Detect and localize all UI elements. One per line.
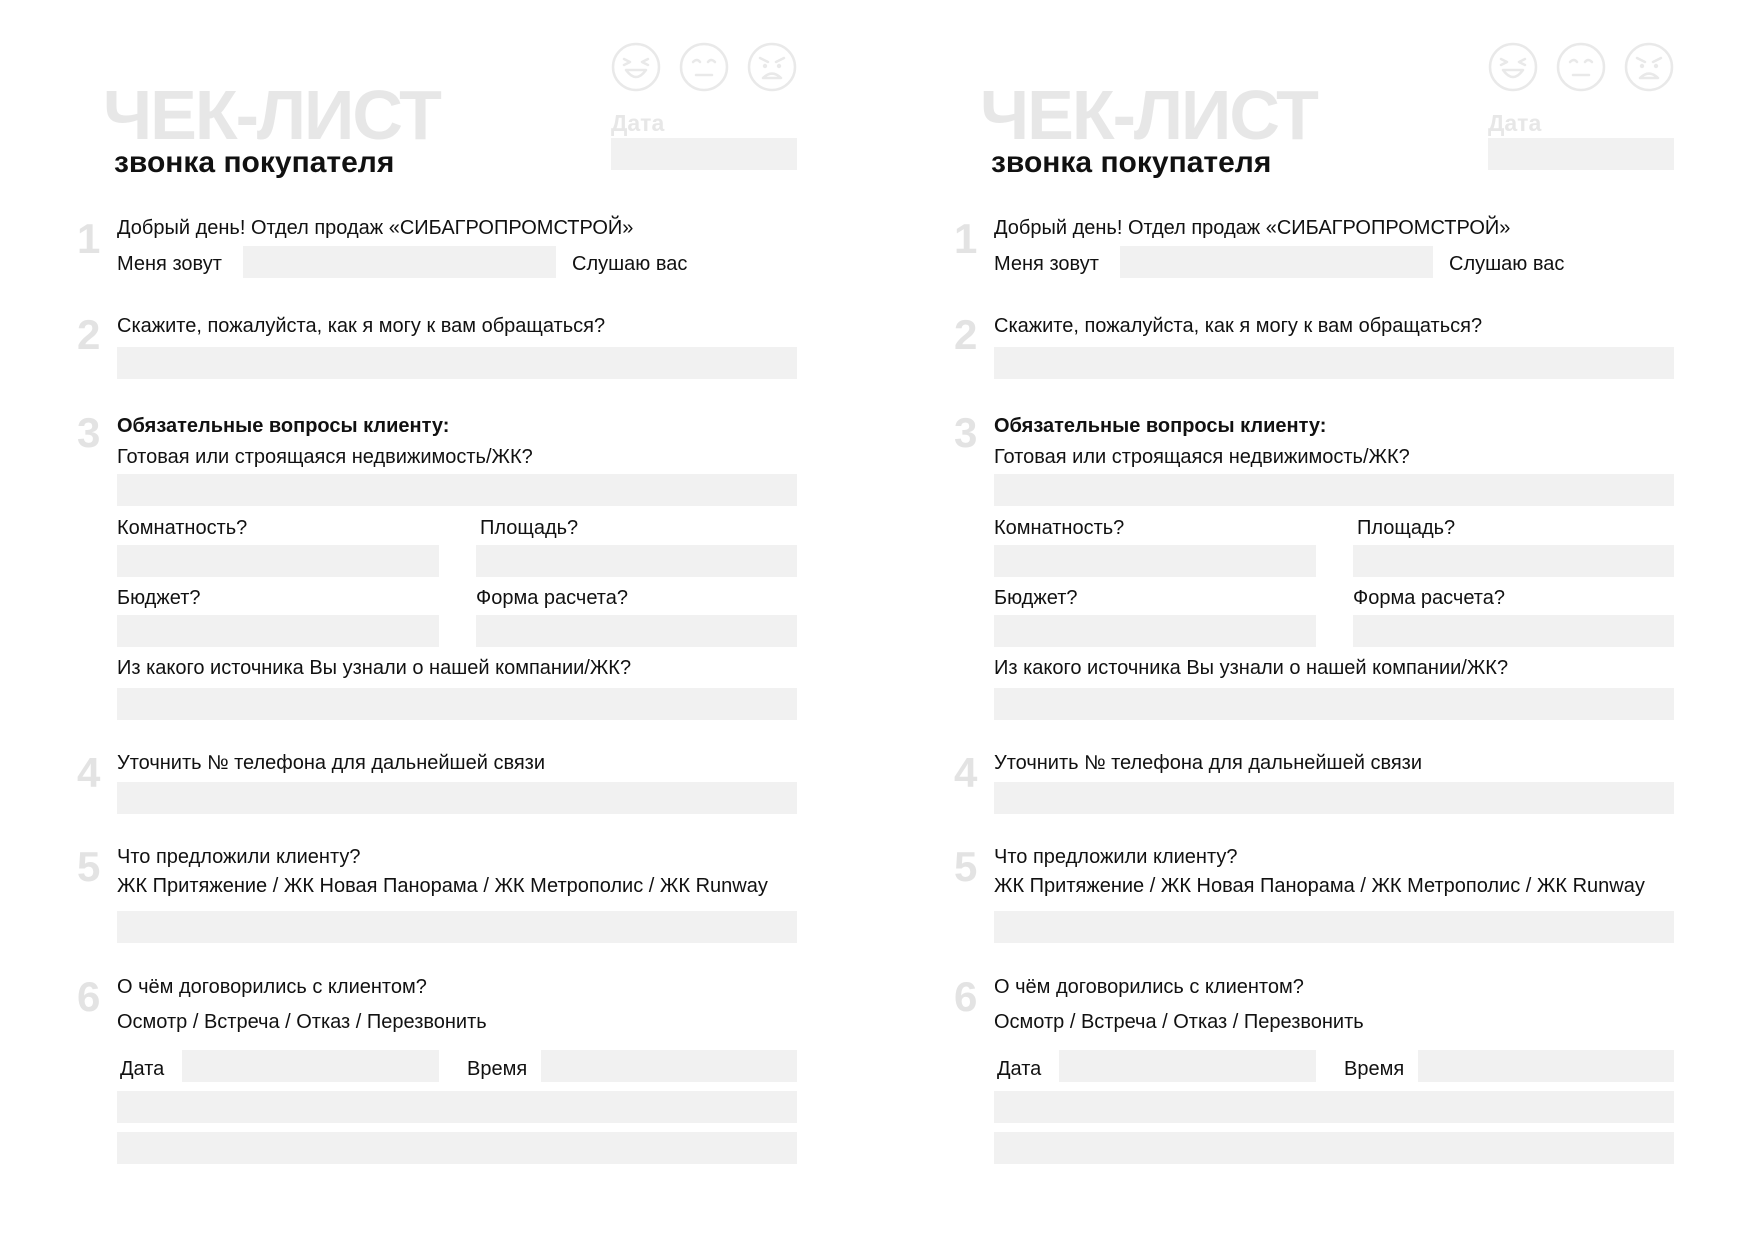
- source-field[interactable]: [994, 688, 1674, 720]
- offered-field[interactable]: [994, 911, 1674, 943]
- step-number-6: 6: [954, 973, 978, 1020]
- agreement-question: О чём договорились с клиентом?: [117, 976, 427, 998]
- mandatory-questions-title: Обязательные вопросы клиенту:: [117, 415, 450, 437]
- listening-text: Слушаю вас: [1449, 253, 1565, 275]
- header-date-field[interactable]: [1488, 138, 1674, 170]
- notes-line-1[interactable]: [994, 1091, 1674, 1123]
- notes-line-2[interactable]: [994, 1132, 1674, 1164]
- area-field[interactable]: [1353, 545, 1674, 577]
- laughing-face-icon[interactable]: [1488, 42, 1538, 92]
- payment-question: Форма расчета?: [476, 587, 628, 609]
- address-field[interactable]: [117, 347, 797, 379]
- source-question: Из какого источника Вы узнали о нашей компании/ЖК?: [994, 657, 1509, 679]
- property-question: Готовая или строящаяся недвижимость/ЖК?: [117, 446, 533, 468]
- step-number-1: 1: [954, 215, 978, 262]
- step-number-3: 3: [954, 409, 978, 456]
- address-question: Скажите, пожалуйста, как я могу к вам обращаться?: [994, 315, 1483, 337]
- meeting-date-field[interactable]: [182, 1050, 439, 1082]
- address-question: Скажите, пожалуйста, как я могу к вам обращаться?: [117, 315, 606, 337]
- greeting-text: Добрый день! Отдел продаж «СИБАГРОПРОМСТРОЙ»: [994, 217, 1511, 239]
- phone-question: Уточнить № телефона для дальнейшей связи: [117, 752, 546, 774]
- meeting-time-field[interactable]: [541, 1050, 797, 1082]
- step-number-6: 6: [77, 973, 101, 1020]
- header-date-field[interactable]: [611, 138, 797, 170]
- header-date-label: Дата: [611, 110, 665, 136]
- phone-field[interactable]: [117, 782, 797, 814]
- name-label: Меня зовут: [117, 253, 222, 275]
- header-date-label: Дата: [1488, 110, 1542, 136]
- area-question: Площадь?: [480, 517, 579, 539]
- source-question: Из какого источника Вы узнали о нашей компании/ЖК?: [117, 657, 632, 679]
- step-number-2: 2: [77, 311, 101, 358]
- budget-question: Бюджет?: [117, 587, 201, 609]
- meeting-time-label: Время: [1344, 1058, 1405, 1080]
- source-field[interactable]: [117, 688, 797, 720]
- property-question: Готовая или строящаяся недвижимость/ЖК?: [994, 446, 1410, 468]
- offered-field[interactable]: [117, 911, 797, 943]
- rooms-question: Комнатность?: [117, 517, 248, 539]
- name-label: Меня зовут: [994, 253, 1099, 275]
- name-field[interactable]: [243, 246, 556, 278]
- notes-line-1[interactable]: [117, 1091, 797, 1123]
- offer-options: ЖК Притяжение / ЖК Новая Панорама / ЖК Метрополис / ЖК Runway: [994, 875, 1645, 897]
- offered-question: Что предложили клиенту?: [117, 846, 361, 868]
- rooms-field[interactable]: [994, 545, 1316, 577]
- checklist-subtitle: звонка покупателя: [991, 146, 1272, 179]
- angry-face-icon[interactable]: [747, 42, 797, 92]
- property-field[interactable]: [117, 474, 797, 506]
- offer-options: ЖК Притяжение / ЖК Новая Панорама / ЖК Метрополис / ЖК Runway: [117, 875, 768, 897]
- meeting-date-label: Дата: [120, 1058, 165, 1080]
- meeting-time-field[interactable]: [1418, 1050, 1674, 1082]
- mandatory-questions-title: Обязательные вопросы клиенту:: [994, 415, 1327, 437]
- notes-line-2[interactable]: [117, 1132, 797, 1164]
- area-question: Площадь?: [1357, 517, 1456, 539]
- budget-question: Бюджет?: [994, 587, 1078, 609]
- laughing-face-icon[interactable]: [611, 42, 661, 92]
- neutral-face-icon[interactable]: [1556, 42, 1606, 92]
- agreement-question: О чём договорились с клиентом?: [994, 976, 1304, 998]
- budget-field[interactable]: [994, 615, 1316, 647]
- budget-field[interactable]: [117, 615, 439, 647]
- payment-field[interactable]: [476, 615, 797, 647]
- step-number-5: 5: [77, 843, 101, 890]
- phone-question: Уточнить № телефона для дальнейшей связи: [994, 752, 1423, 774]
- step-number-4: 4: [77, 749, 101, 796]
- phone-field[interactable]: [994, 782, 1674, 814]
- address-field[interactable]: [994, 347, 1674, 379]
- rooms-field[interactable]: [117, 545, 439, 577]
- payment-field[interactable]: [1353, 615, 1674, 647]
- step-number-5: 5: [954, 843, 978, 890]
- checklist-sheet-right: [877, 0, 1754, 1241]
- greeting-text: Добрый день! Отдел продаж «СИБАГРОПРОМСТРОЙ»: [117, 217, 634, 239]
- step-number-2: 2: [954, 311, 978, 358]
- step-number-1: 1: [77, 215, 101, 262]
- meeting-date-field[interactable]: [1059, 1050, 1316, 1082]
- rooms-question: Комнатность?: [994, 517, 1125, 539]
- checklist-subtitle: звонка покупателя: [114, 146, 395, 179]
- property-field[interactable]: [994, 474, 1674, 506]
- meeting-time-label: Время: [467, 1058, 528, 1080]
- payment-question: Форма расчета?: [1353, 587, 1505, 609]
- checklist-title: ЧЕК-ЛИСТ: [103, 76, 440, 154]
- step-number-3: 3: [77, 409, 101, 456]
- area-field[interactable]: [476, 545, 797, 577]
- angry-face-icon[interactable]: [1624, 42, 1674, 92]
- name-field[interactable]: [1120, 246, 1433, 278]
- checklist-title: ЧЕК-ЛИСТ: [980, 76, 1317, 154]
- offered-question: Что предложили клиенту?: [994, 846, 1238, 868]
- listening-text: Слушаю вас: [572, 253, 688, 275]
- agreement-options: Осмотр / Встреча / Отказ / Перезвонить: [117, 1011, 487, 1033]
- agreement-options: Осмотр / Встреча / Отказ / Перезвонить: [994, 1011, 1364, 1033]
- meeting-date-label: Дата: [997, 1058, 1042, 1080]
- neutral-face-icon[interactable]: [679, 42, 729, 92]
- step-number-4: 4: [954, 749, 978, 796]
